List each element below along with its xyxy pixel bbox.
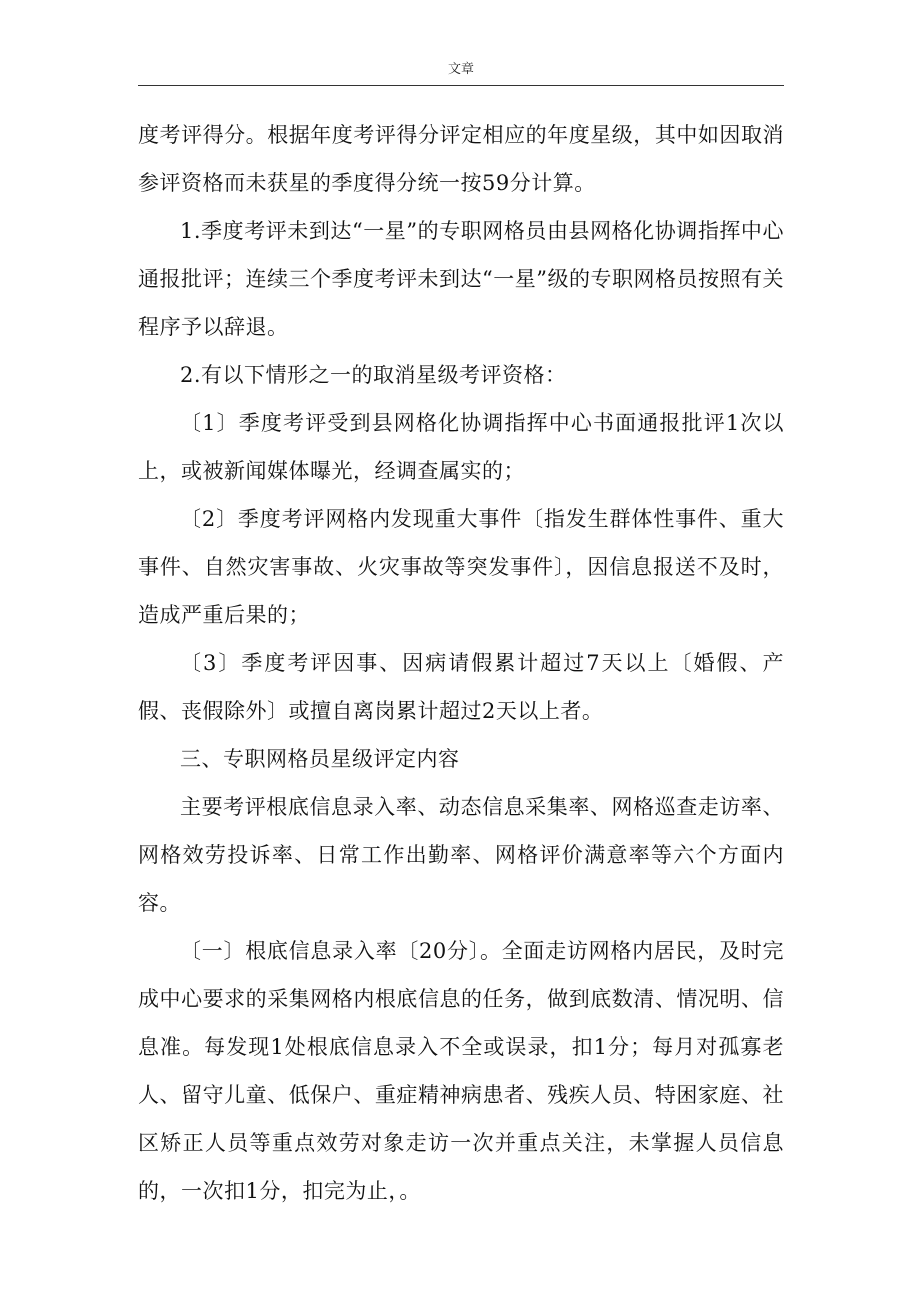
paragraph-item-2: 2.有以下情形之一的取消星级考评资格： bbox=[180, 363, 567, 387]
paragraph-continuation: 度考评得分。根据年度考评得分评定相应的年度星级，其中如因取消参评资格而未获星的季度得分统一按59分计算。 bbox=[138, 123, 784, 195]
paragraph-subitem-1: 〔1〕季度考评受到县网格化协调指挥中心书面通报批评1次以上，或被新闻媒体曝光，经调查属实的； bbox=[138, 411, 784, 483]
paragraph-subitem-3: 〔3〕季度考评因事、因病请假累计超过7天以上〔婚假、产假、丧假除外〕或擅自离岗累计超过2天以上者。 bbox=[138, 651, 784, 723]
page-header-title: 文章 bbox=[447, 62, 474, 77]
paragraph-subsection-1: 〔一〕根底信息录入率〔20分〕。全面走访网格内居民，及时完成中心要求的采集网格内根底信息的任务，做到底数清、情况明、信息准。每发现1处根底信息录入不全或误录，扣1分；每月对孤寡老人、留守儿童、低保户、重症精神病患者、残疾人员、特困家庭、社区矫正人员等重点效劳对象走访一次并重点关注，未掌握人员信息的，一次扣1分，扣完为止，。 bbox=[138, 939, 784, 1203]
paragraph-item-1: 1.季度考评未到达“一星”的专职网格员由县网格化协调指挥中心通报批评；连续三个季度考评未到达“一星”级的专职网格员按照有关程序予以辞退。 bbox=[138, 219, 784, 339]
paragraph-subitem-2: 〔2〕季度考评网格内发现重大事件〔指发生群体性事件、重大事件、自然灾害事故、火灾事故等突发事件〕，因信息报送不及时，造成严重后果的； bbox=[138, 507, 784, 627]
header-divider bbox=[138, 85, 784, 86]
paragraph-section-intro: 主要考评根底信息录入率、动态信息采集率、网格巡查走访率、网格效劳投诉率、日常工作出勤率、网格评价满意率等六个方面内容。 bbox=[138, 795, 784, 915]
section-heading-3: 三、专职网格员星级评定内容 bbox=[180, 747, 460, 771]
document-body bbox=[138, 111, 784, 1215]
